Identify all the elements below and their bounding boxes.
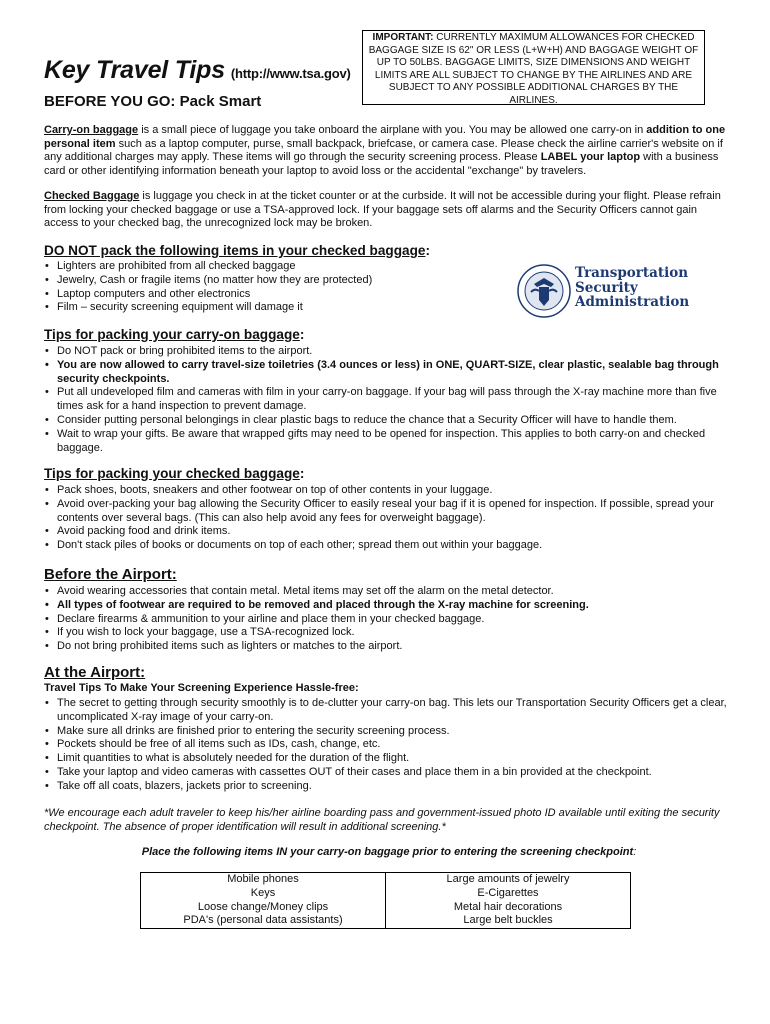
list-item: • Avoid wearing accessories that contain metal. Metal items may set off the alarm on the metal detector. xyxy=(44,585,734,599)
list-item: • Take off all coats, blazers, jackets prior to screening. xyxy=(44,780,734,794)
list-item: • Do not bring prohibited items such as lighters or matches to the airport. xyxy=(44,640,734,654)
tsa-line-1: Transportation xyxy=(575,265,689,281)
list-item: • Declare firearms & ammunition to your airline and place them in your checked baggage. xyxy=(44,613,734,627)
tsa-url[interactable]: (http://www.tsa.gov) xyxy=(230,66,351,81)
cell-item: E-Cigarettes xyxy=(477,886,539,899)
list-item: • Pockets should be free of all items such as IDs, cash, change, etc. xyxy=(44,738,734,752)
list-item: • All types of footwear are required to be removed and placed through the X-ray machine for screening. xyxy=(44,599,734,613)
table-cell-left xyxy=(141,873,386,929)
carry-on-text-2: such as a laptop computer, purse, small backpack, briefcase, or camera case. Please check the airline carrier's website on if any additional charges may apply. These items will go through the security screening process. Please xyxy=(44,137,723,164)
carry-on-text-1: is a small piece of luggage you take onboard the airplane with you. You may be allowed one carry-on in xyxy=(138,124,647,136)
list-item: • You are now allowed to carry travel-size toiletries (3.4 ounces or less) in ONE, QUART-SIZE, clear plastic, sealable bag through security checkpoints. xyxy=(44,359,734,387)
important-label: IMPORTANT: xyxy=(372,32,434,43)
list-item: • Jewelry, Cash or fragile items (no matter how they are protected) xyxy=(44,274,504,288)
checked-tips-heading-text: Tips for packing your checked baggage xyxy=(44,466,300,481)
table-row xyxy=(141,873,631,929)
do-not-pack-list xyxy=(44,260,504,315)
cell-item: Loose change/Money clips xyxy=(197,900,329,913)
carry-on-paragraph xyxy=(44,124,732,178)
table-cell-right xyxy=(386,873,631,929)
checked-tips-colon: : xyxy=(299,466,305,481)
place-items-heading-text: Place the following items IN your carry-on baggage prior to entering the screening checkpoint xyxy=(141,846,634,858)
list-item: • Limit quantities to what is absolutely needed for the duration of the flight. xyxy=(44,752,734,766)
document-title xyxy=(44,56,351,85)
carry-on-tips-heading xyxy=(44,327,304,342)
tsa-line-3: Administration xyxy=(575,294,690,310)
cell-item: Metal hair decorations xyxy=(453,900,563,913)
checked-tips-heading xyxy=(44,466,304,481)
checked-term: Checked Baggage xyxy=(44,190,140,202)
cell-item: Mobile phones xyxy=(227,873,299,885)
before-airport-heading xyxy=(44,566,177,583)
list-item: • Film – security screening equipment will damage it xyxy=(44,301,504,315)
cell-item: Keys xyxy=(250,886,276,899)
list-item: • The secret to getting through security smoothly is to de-clutter your carry-on bag. This lets our Transportation Security Officers get a clear, uncomplicated X-ray image of your carry-on. xyxy=(44,697,734,725)
before-airport-list xyxy=(44,585,734,654)
at-airport-subheading: Travel Tips To Make Your Screening Experience Hassle-free: xyxy=(44,682,359,694)
cell-item: Large amounts of jewelry xyxy=(446,873,570,885)
place-items-colon: : xyxy=(633,846,637,858)
carry-on-tips-heading-text: Tips for packing your carry-on baggage xyxy=(44,327,300,342)
list-item: • Lighters are prohibited from all checked baggage xyxy=(44,260,504,274)
list-item: • Avoid packing food and drink items. xyxy=(44,525,734,539)
important-notice-box xyxy=(362,30,705,105)
carry-on-bold-2: LABEL your laptop xyxy=(540,151,641,164)
list-item: • Pack shoes, boots, sneakers and other footwear on top of other contents in your luggage. xyxy=(44,484,734,498)
important-text: CURRENTLY MAXIMUM ALLOWANCES FOR CHECKED BAGGAGE SIZE IS 62" OR LESS (L+W+H) AND BAGGAGE WEIGHT OF UP TO 50LBS. BAGGAGE LIMITS, SIZE DIMENSIONS AND WEIGHT LIMITS ARE ALL SUBJECT TO CHANGE BY THE AIRLINES AND ARE SUBJECT TO ANY POSSIBLE ADDITIONAL CHARGES BY THE AIRLINES. xyxy=(368,32,699,106)
section-subtitle: BEFORE YOU GO: Pack Smart xyxy=(44,93,262,110)
do-not-pack-colon: : xyxy=(425,243,430,258)
carry-on-items-table xyxy=(140,872,631,929)
at-airport-heading-text: At the Airport: xyxy=(44,664,146,681)
tsa-wordmark xyxy=(575,266,689,310)
list-item: • Laptop computers and other electronics xyxy=(44,288,504,302)
at-airport-heading xyxy=(44,664,145,681)
title-text: Key Travel Tips xyxy=(44,56,225,84)
tsa-line-2: Security xyxy=(575,279,638,296)
do-not-pack-heading-text: DO NOT pack the following items in your checked baggage xyxy=(44,243,426,258)
carry-on-tips-colon: : xyxy=(299,327,305,342)
checked-text: is luggage you check in at the ticket counter or at the curbside. It will not be accessible during your flight. Please refrain from locking your checked baggage or use a TSA-approved lock. If your baggage sets off alarms and the Security Officers cannot gain access to your checked bag, the unrecognized lock may be broken. xyxy=(44,190,721,230)
list-item: • Avoid over-packing your bag allowing the Security Officer to easily reseal your bag if it is opened for inspection. If possible, spread your contents over several bags. (This can also help avoid any fees for overweight baggage). xyxy=(44,498,734,526)
list-item: • Take your laptop and video cameras with cassettes OUT of their cases and place them in a bin provided at the checkpoint. xyxy=(44,766,734,780)
before-airport-heading-text: Before the Airport: xyxy=(44,566,177,583)
id-note: *We encourage each adult traveler to keep his/her airline boarding pass and government-issued photo ID available until exiting the security checkpoint. The absence of proper identification will result in additional screening.* xyxy=(44,807,720,833)
carry-on-bold-1: addition to one personal item xyxy=(44,124,726,150)
checked-baggage-paragraph xyxy=(44,190,732,231)
carry-on-term: Carry-on baggage xyxy=(44,124,139,136)
list-item: • Wait to wrap your gifts. Be aware that wrapped gifts may need to be opened for inspection. This applies to both carry-on and checked baggage. xyxy=(44,428,734,456)
list-item: • Consider putting personal belongings in clear plastic bags to reduce the chance that a Security Officer will have to handle them. xyxy=(44,414,734,428)
list-item: • If you wish to lock your baggage, use a TSA-recognized lock. xyxy=(44,626,734,640)
do-not-pack-heading xyxy=(44,243,430,258)
at-airport-list xyxy=(44,697,734,794)
carry-on-text-3: with a business card or other identifying information beneath your laptop to avoid loss or the accidental "exchange" by travelers. xyxy=(44,151,719,177)
list-item: • Put all undeveloped film and cameras with film in your carry-on baggage. If your bag will pass through the X-ray machine more than five times ask for a hand inspection to prevent damage. xyxy=(44,386,734,414)
checked-tips-list xyxy=(44,484,734,553)
cell-item: PDA's (personal data assistants) xyxy=(183,914,343,927)
dhs-seal-icon xyxy=(517,262,571,320)
list-item: • Make sure all drinks are finished prior to entering the security screening process. xyxy=(44,725,734,739)
place-items-heading xyxy=(44,846,734,858)
list-item: • Do NOT pack or bring prohibited items to the airport. xyxy=(44,345,734,359)
carry-on-tips-list xyxy=(44,345,734,455)
cell-item: Large belt buckles xyxy=(463,914,553,927)
list-item: • Don't stack piles of books or documents on top of each other; spread them out within your baggage. xyxy=(44,539,734,553)
